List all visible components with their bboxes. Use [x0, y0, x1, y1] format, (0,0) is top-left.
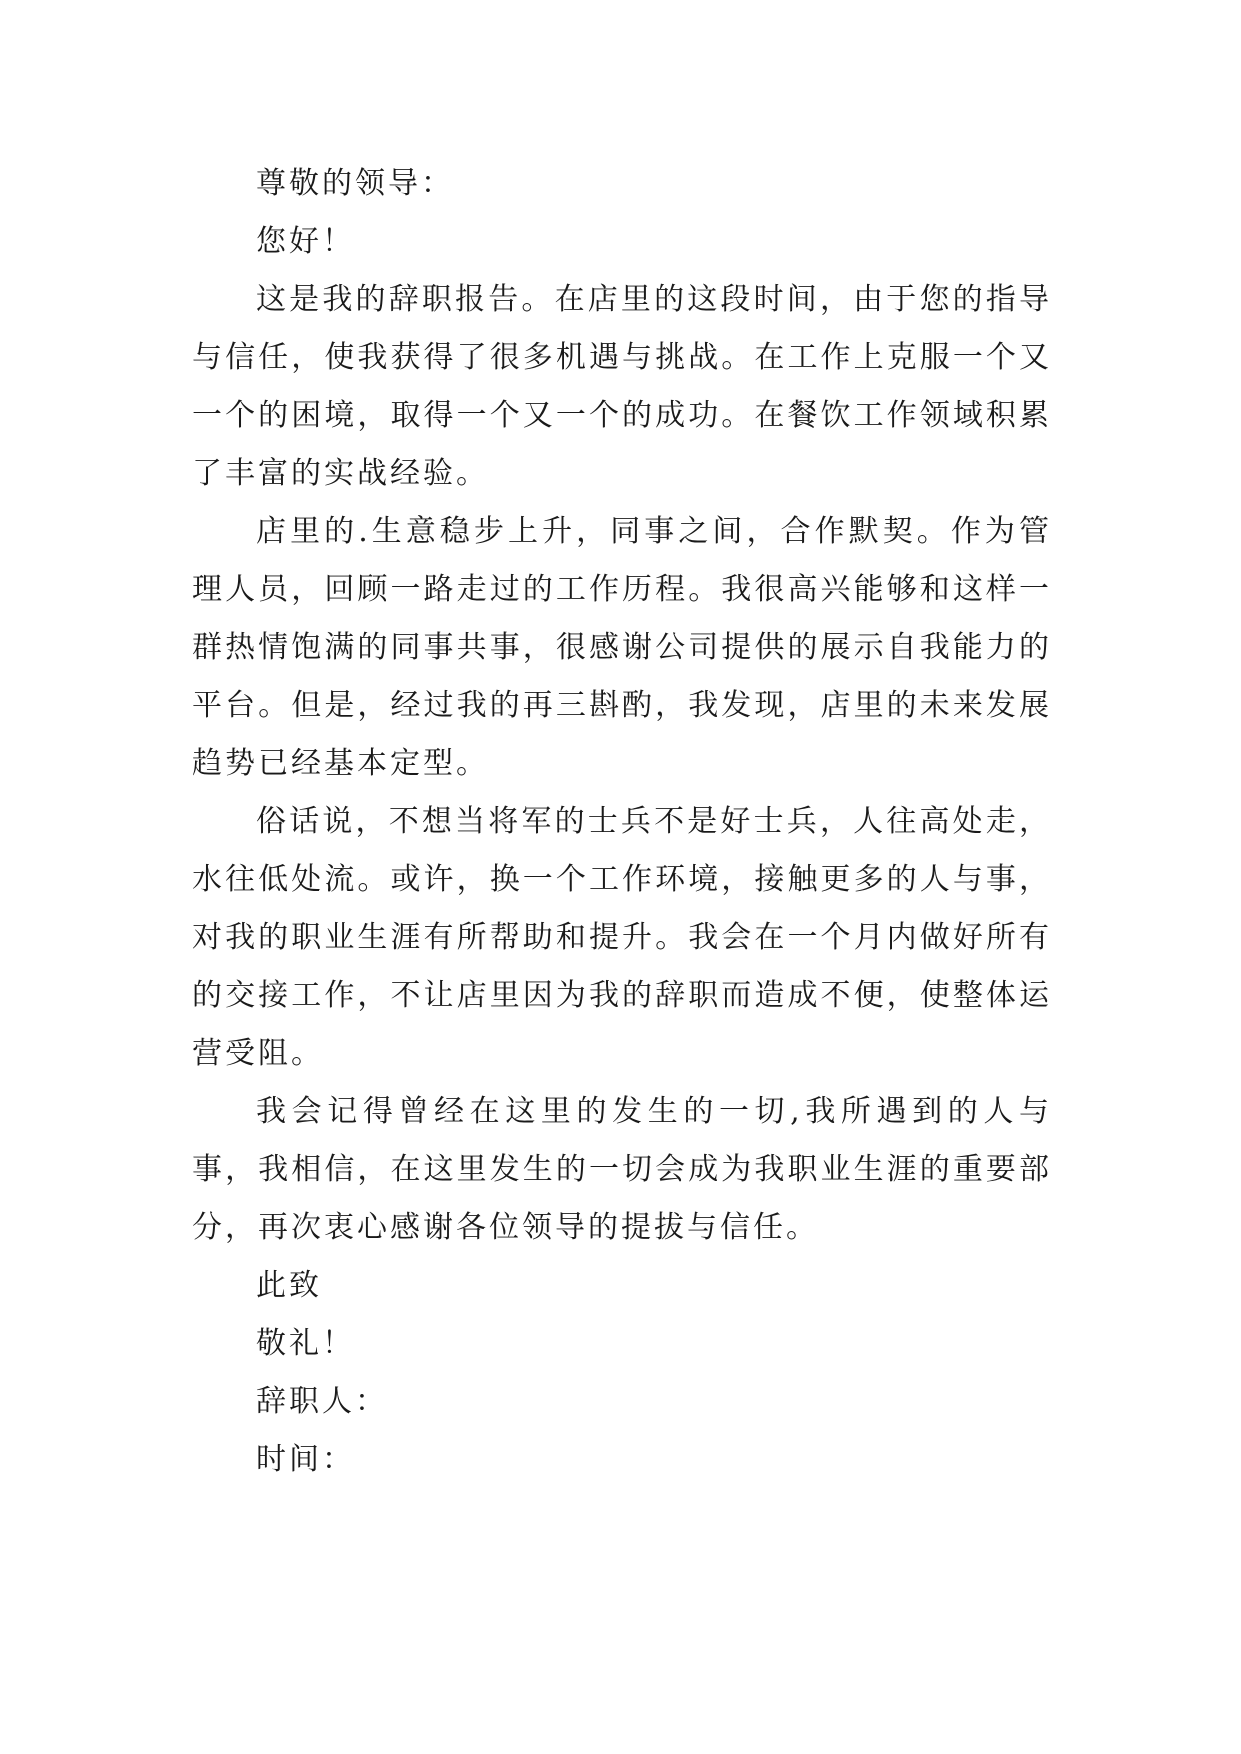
closing-line: 此致 [256, 1268, 322, 1303]
letter-body [192, 155, 1052, 1489]
paragraph: 我会记得曾经在这里的发生的一切,我所遇到的人与事，我相信，在这里发生的一切会成为我职业生涯的重要部分，再次衷心感谢各位领导的提拔与信任。 [192, 1094, 1052, 1245]
signer-label: 辞职人： [256, 1384, 388, 1419]
salutation: 尊敬的领导： [256, 166, 454, 201]
paragraph: 这是我的辞职报告。在店里的这段时间，由于您的指导与信任，使我获得了很多机遇与挑战。在工作上克服一个又一个的困境，取得一个又一个的成功。在餐饮工作领域积累了丰富的实战经验。 [192, 282, 1052, 491]
closing-line: 敬礼！ [256, 1326, 355, 1361]
paragraph: 店里的.生意稳步上升，同事之间，合作默契。作为管理人员，回顾一路走过的工作历程。我很高兴能够和这样一群热情饱满的同事共事，很感谢公司提供的展示自我能力的平台。但是，经过我的再三斟酌，我发现，店里的未来发展趋势已经基本定型。 [192, 514, 1052, 781]
date-label: 时间： [256, 1442, 355, 1477]
paragraph: 俗话说，不想当将军的士兵不是好士兵，人往高处走，水往低处流。或许，换一个工作环境，接触更多的人与事，对我的职业生涯有所帮助和提升。我会在一个月内做好所有的交接工作，不让店里因为我的辞职而造成不便，使整体运营受阻。 [192, 804, 1052, 1071]
greeting: 您好！ [256, 224, 355, 259]
